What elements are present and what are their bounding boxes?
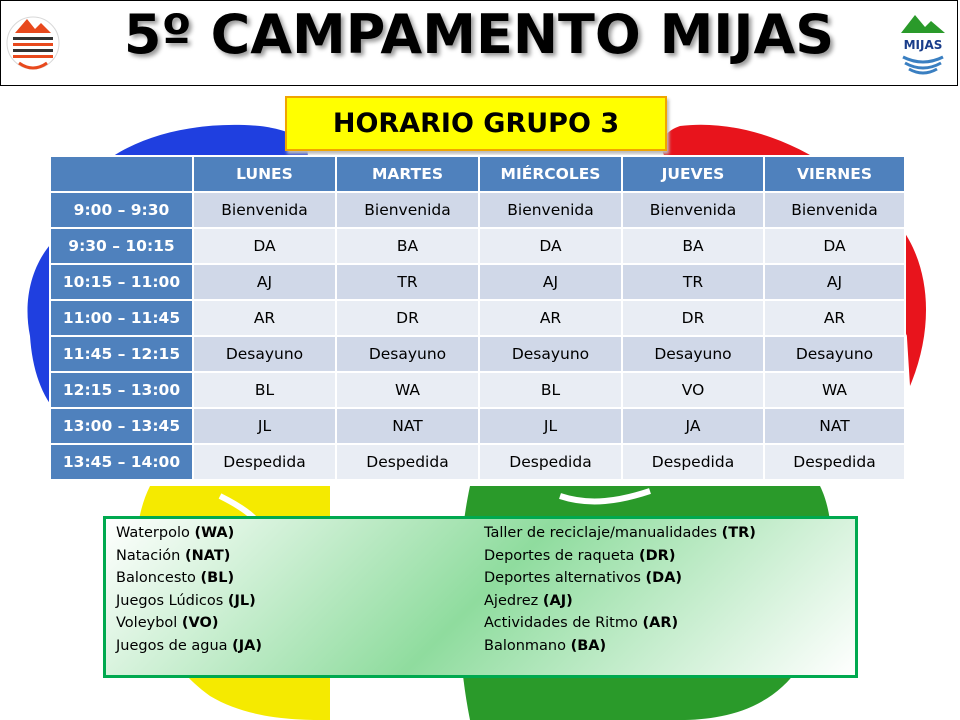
schedule-cell: Bienvenida: [479, 192, 622, 228]
page-title: 5º CAMPAMENTO MIJAS: [123, 3, 835, 66]
schedule-cell: Bienvenida: [622, 192, 764, 228]
legend-activity-code: (JA): [232, 637, 263, 654]
schedule-cell: BA: [336, 228, 479, 264]
legend-item: [484, 635, 756, 658]
time-slot: 11:45 – 12:15: [50, 336, 193, 372]
day-header: VIERNES: [764, 156, 905, 192]
schedule-cell: Desayuno: [479, 336, 622, 372]
time-slot: 10:15 – 11:00: [50, 264, 193, 300]
table-row: [50, 192, 905, 228]
schedule-cell: AR: [479, 300, 622, 336]
schedule-cell: TR: [336, 264, 479, 300]
schedule-cell: AR: [193, 300, 336, 336]
schedule-cell: JL: [193, 408, 336, 444]
legend-activity-code: (BL): [200, 570, 235, 586]
time-slot: 13:00 – 13:45: [50, 408, 193, 444]
legend-item: [116, 522, 262, 545]
legend-item: [484, 612, 756, 635]
schedule-cell: Bienvenida: [764, 192, 905, 228]
legend-item: [484, 522, 756, 545]
header-corner: [50, 156, 193, 192]
time-slot: 9:30 – 10:15: [50, 228, 193, 264]
schedule-cell: Desayuno: [764, 336, 905, 372]
legend-activity-code: (VO): [181, 615, 219, 631]
time-slot: 12:15 – 13:00: [50, 372, 193, 408]
legend-activity-code: (NAT): [184, 547, 231, 564]
schedule-cell: Bienvenida: [336, 192, 479, 228]
schedule-cell: WA: [764, 372, 905, 408]
mijas-logo: [895, 7, 951, 79]
schedule-cell: AJ: [479, 264, 622, 300]
schedule-cell: Despedida: [336, 444, 479, 480]
schedule-cell: DA: [764, 228, 905, 264]
legend-activity-code: (AR): [642, 615, 679, 631]
legend-item: [484, 590, 756, 613]
schedule-cell: VO: [622, 372, 764, 408]
schedule-table: [49, 155, 906, 481]
header: [0, 0, 958, 86]
legend-activity-code: (BA): [570, 637, 607, 654]
schedule-cell: JA: [622, 408, 764, 444]
schedule-cell: Bienvenida: [193, 192, 336, 228]
legend-activity-name: Taller de reciclaje/manualidades: [484, 525, 718, 541]
schedule-cell: AR: [764, 300, 905, 336]
schedule-cell: DA: [193, 228, 336, 264]
legend-activity-name: Actividades de Ritmo: [484, 615, 643, 631]
legend-activity-name: Deportes de raqueta: [484, 547, 635, 564]
legend-item: [116, 590, 262, 613]
legend-activity-name: Baloncesto: [116, 570, 196, 586]
schedule-cell: DA: [479, 228, 622, 264]
schedule-cell: Desayuno: [622, 336, 764, 372]
legend-activity-code: (DA): [645, 570, 683, 586]
svg-text:MIJAS: MIJAS: [903, 38, 943, 52]
schedule-cell: BL: [193, 372, 336, 408]
schedule-cell: Desayuno: [336, 336, 479, 372]
subtitle: HORARIO GRUPO 3: [332, 108, 620, 139]
legend-activity-name: Ajedrez: [484, 592, 539, 609]
legend-column-left: [116, 522, 262, 657]
day-header: MARTES: [336, 156, 479, 192]
schedule-cell: Despedida: [622, 444, 764, 480]
legend-activity-name: Natación: [116, 547, 181, 564]
table-row: [50, 336, 905, 372]
schedule-cell: BA: [622, 228, 764, 264]
table-header-row: [50, 156, 905, 192]
schedule-cell: Desayuno: [193, 336, 336, 372]
legend-activity-name: Deportes alternativos: [484, 570, 641, 586]
time-slot: 13:45 – 14:00: [50, 444, 193, 480]
legend-activity-name: Juegos de agua: [116, 637, 228, 654]
legend-activity-code: (AJ): [542, 592, 573, 609]
legend-activity-name: Balonmano: [484, 637, 566, 654]
legend-item: [116, 567, 262, 590]
legend-activity-name: Voleybol: [116, 615, 178, 631]
day-header: JUEVES: [622, 156, 764, 192]
day-header: LUNES: [193, 156, 336, 192]
schedule-cell: DR: [336, 300, 479, 336]
activity-legend: [103, 516, 858, 678]
legend-activity-name: Juegos Lúdicos: [116, 592, 224, 609]
schedule-cell: Despedida: [764, 444, 905, 480]
time-slot: 11:00 – 11:45: [50, 300, 193, 336]
legend-activity-code: (JL): [227, 592, 256, 609]
legend-item: [116, 545, 262, 568]
table-row: [50, 372, 905, 408]
legend-item: [116, 635, 262, 658]
table-row: [50, 444, 905, 480]
schedule-cell: TR: [622, 264, 764, 300]
subtitle-box: [285, 96, 667, 151]
schedule-cell: Despedida: [193, 444, 336, 480]
day-header: MIÉRCOLES: [479, 156, 622, 192]
schedule-cell: AJ: [764, 264, 905, 300]
table-row: [50, 228, 905, 264]
time-slot: 9:00 – 9:30: [50, 192, 193, 228]
table-row: [50, 264, 905, 300]
table-row: [50, 300, 905, 336]
table-row: [50, 408, 905, 444]
schedule-cell: JL: [479, 408, 622, 444]
schedule-cell: NAT: [764, 408, 905, 444]
schedule-cell: BL: [479, 372, 622, 408]
legend-activity-code: (DR): [638, 547, 676, 564]
legend-item: [484, 567, 756, 590]
schedule-cell: WA: [336, 372, 479, 408]
legend-activity-code: (TR): [721, 525, 756, 541]
schedule-cell: DR: [622, 300, 764, 336]
legend-column-right: [484, 522, 756, 657]
schedule-cell: NAT: [336, 408, 479, 444]
legend-item: [116, 612, 262, 635]
legend-activity-code: (WA): [194, 525, 235, 541]
legend-activity-name: Waterpolo: [116, 525, 190, 541]
schedule-cell: Despedida: [479, 444, 622, 480]
schedule-cell: AJ: [193, 264, 336, 300]
legend-item: [484, 545, 756, 568]
